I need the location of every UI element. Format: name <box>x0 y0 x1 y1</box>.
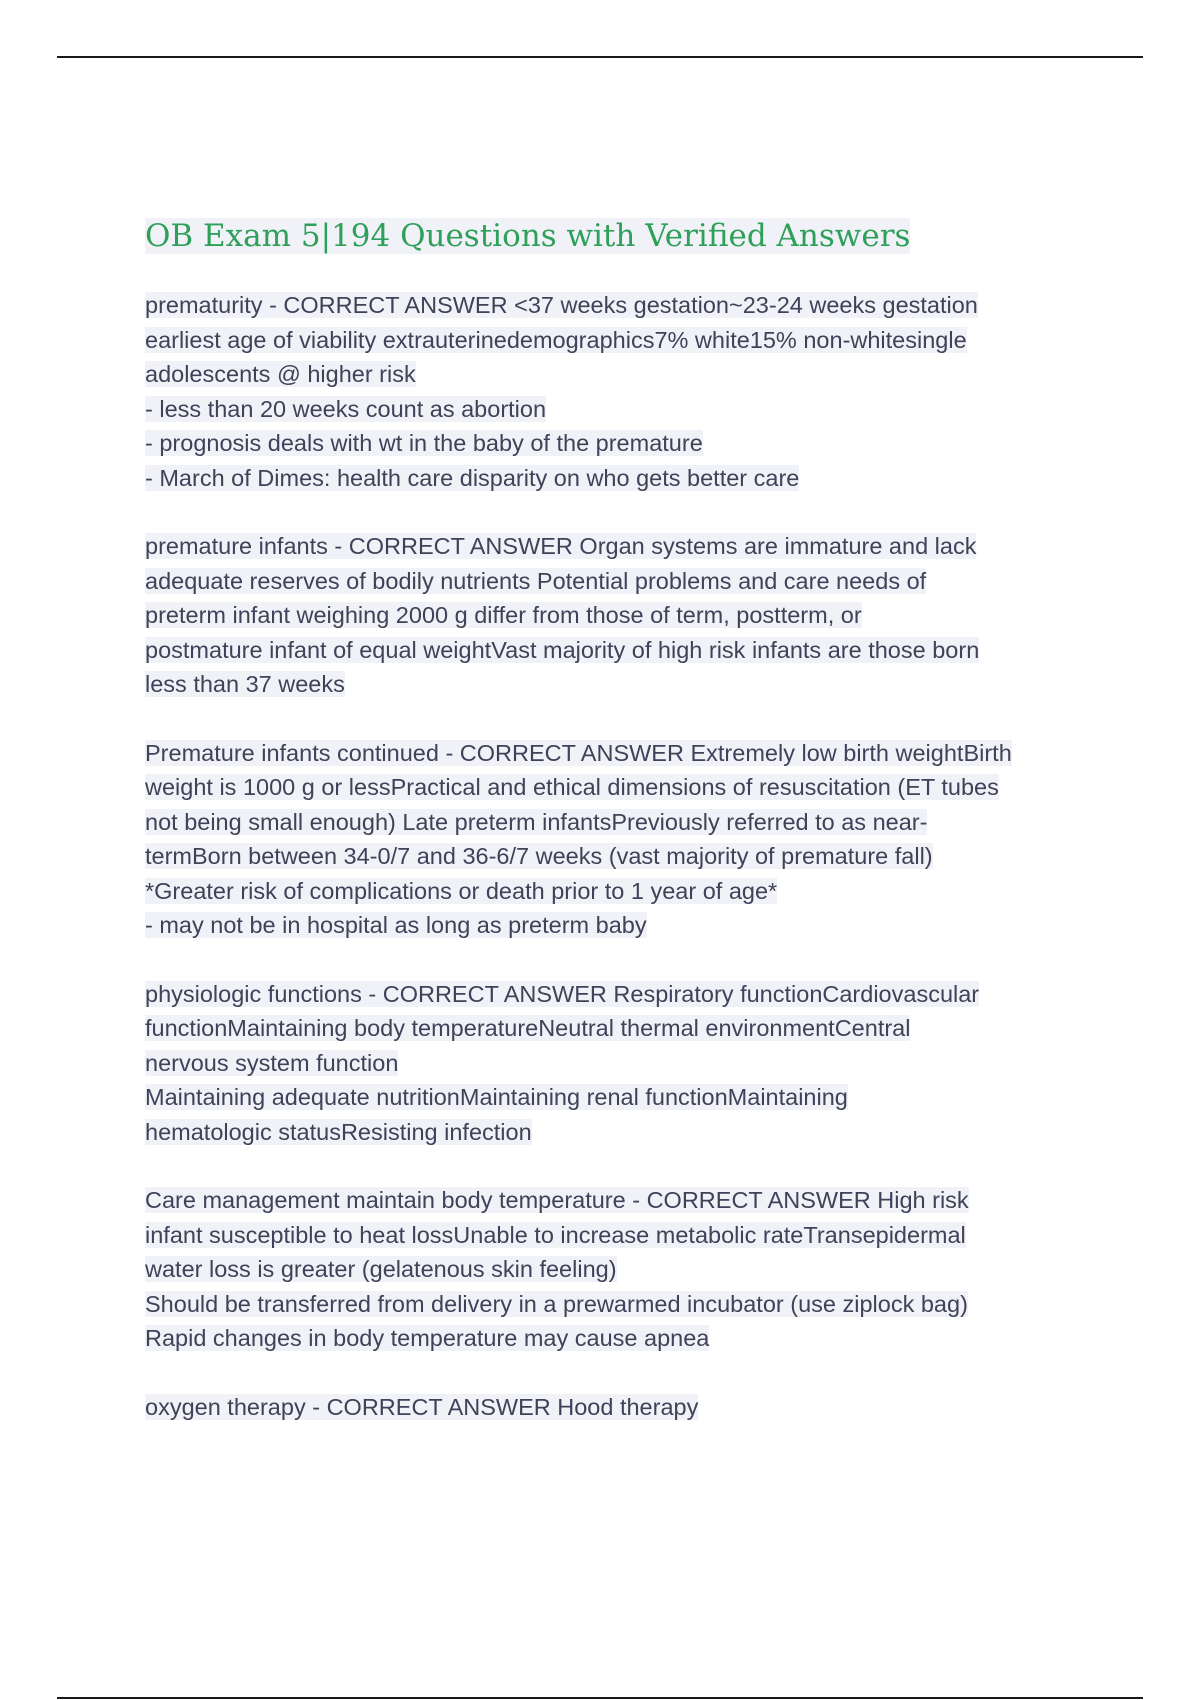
text-line: prematurity - CORRECT ANSWER <37 weeks gestation~23-24 weeks gestation <box>145 292 978 318</box>
qa-entry-prematurity <box>145 288 1095 495</box>
text-line: Maintaining adequate nutritionMaintaining renal functionMaintaining <box>145 1084 848 1110</box>
text-line: physiologic functions - CORRECT ANSWER Respiratory functionCardiovascular <box>145 980 980 1007</box>
text-line: - less than 20 weeks count as abortion <box>145 395 547 422</box>
footer-rule <box>57 1697 1143 1699</box>
text-line: preterm infant weighing 2000 g differ from those of term, postterm, or <box>145 602 862 628</box>
header-rule <box>57 56 1143 58</box>
text-line: functionMaintaining body temperatureNeutral thermal environmentCentral <box>145 1015 911 1041</box>
qa-entry-oxygen-therapy <box>145 1390 1095 1425</box>
text-line: premature infants - CORRECT ANSWER Organ systems are immature and lack <box>145 533 977 559</box>
text-line: - prognosis deals with wt in the baby of the premature <box>145 430 703 456</box>
text-line: Premature infants continued - CORRECT ANSWER Extremely low birth weightBirth <box>145 739 1012 766</box>
text-line: adolescents @ higher risk <box>145 361 416 387</box>
text-line: Care management maintain body temperature - CORRECT ANSWER High risk <box>145 1187 969 1213</box>
text-line: Rapid changes in body temperature may cause apnea <box>145 1325 710 1351</box>
text-line: weight is 1000 g or lessPractical and ethical dimensions of resuscitation (ET tubes <box>145 774 999 800</box>
text-line: earliest age of viability extrauterinedemographics7% white15% non-whitesingle <box>145 326 967 353</box>
text-line: adequate reserves of bodily nutrients Potential problems and care needs of <box>145 567 927 594</box>
text-line: infant susceptible to heat lossUnable to increase metabolic rateTransepidermal <box>145 1221 966 1248</box>
text-line: postmature infant of equal weightVast majority of high risk infants are those born <box>145 636 980 663</box>
text-line: water loss is greater (gelatenous skin feeling) <box>145 1256 617 1282</box>
text-line: - may not be in hospital as long as preterm baby <box>145 912 647 938</box>
qa-entry-body-temperature <box>145 1183 1095 1356</box>
text-line: nervous system function <box>145 1049 399 1076</box>
text-line: Should be transferred from delivery in a prewarmed incubator (use ziplock bag) <box>145 1290 968 1317</box>
text-line: termBorn between 34-0/7 and 36-6/7 weeks (vast majority of premature fall) <box>145 843 933 869</box>
text-line: *Greater risk of complications or death prior to 1 year of age* <box>145 877 778 904</box>
text-line: hematologic statusResisting infection <box>145 1118 532 1145</box>
document-title: OB Exam 5|194 Questions with Verified Answers <box>145 218 911 254</box>
qa-entry-physiologic-functions <box>145 977 1095 1150</box>
document-body <box>145 208 1095 1458</box>
text-line: oxygen therapy - CORRECT ANSWER Hood therapy <box>145 1393 699 1420</box>
text-line: not being small enough) Late preterm infantsPreviously referred to as near- <box>145 808 928 835</box>
qa-entry-premature-infants-continued <box>145 736 1095 943</box>
text-line: less than 37 weeks <box>145 671 345 697</box>
text-line: - March of Dimes: health care disparity on who gets better care <box>145 464 800 491</box>
qa-entry-premature-infants <box>145 529 1095 702</box>
